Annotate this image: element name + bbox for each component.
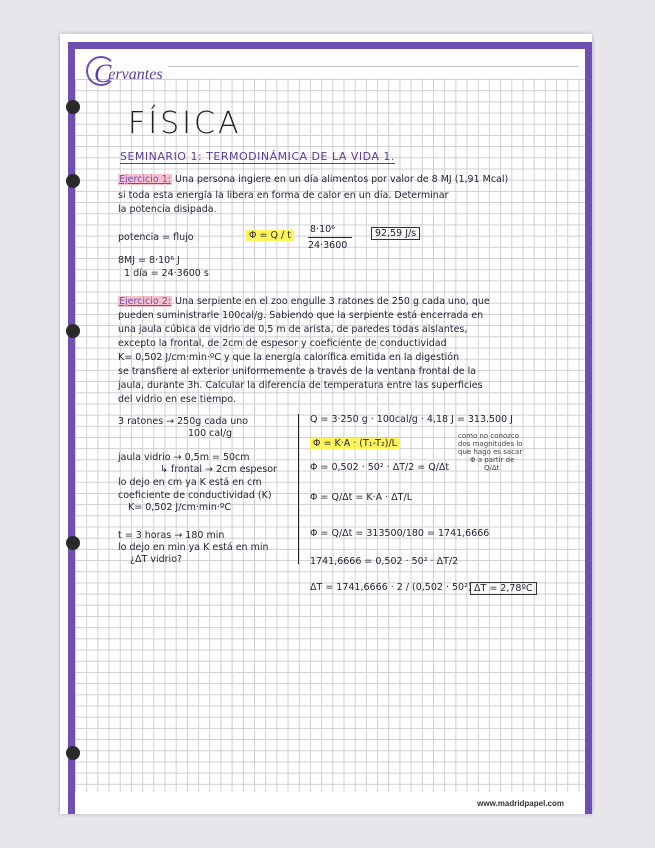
aside-note-1: como no conozco (458, 432, 520, 440)
ex1-line-1: Ejercicio 1: Una persona ingiere en un día alimentos por valor de 8 MJ (1,91 Mcal) (119, 174, 509, 185)
ex2-line-6: se transfiere al exterior uniformemente a través de la ventana frontal de la (118, 366, 477, 377)
ex1-label: Ejercicio 1: (119, 174, 171, 185)
ex1-calc-den: 24·3600 (308, 240, 348, 251)
aside-note-4: Φ a partir de (470, 456, 515, 464)
ex2-note-7: K= 0,502 J/cm·min·ºC (128, 502, 231, 513)
ex2-note-10: ¿ΔT vidrio? (130, 554, 183, 565)
ex2-note-5: lo dejo en cm ya K está en cm (118, 477, 262, 488)
ex2-note-9: lo dejo en min ya K está en min (118, 542, 269, 553)
ex1-note-2: 1 día = 24·3600 s (124, 268, 209, 279)
ex2-note-6: coeficiente de conductividad (K) (118, 490, 272, 501)
ex2-step-1: Q = 3·250 g · 100cal/g · 4,18 J = 313.500 J (310, 414, 513, 425)
ex2-note-3: jaula vidrio → 0,5m = 50cm (118, 452, 250, 463)
ex2-line-7: jaula, durante 3h. Calcular la diferencia de temperatura entre las superficies (118, 380, 483, 391)
notebook-page (60, 34, 592, 814)
hole-icon (66, 746, 80, 760)
ex2-line-8: del vidrio en ese tiempo. (118, 394, 236, 405)
ex1-formula: Φ = Q / t (246, 230, 294, 241)
ex2-line-4: excepto la frontal, de 2cm de espesor y coeficiente de conductividad (118, 338, 447, 349)
ex1-potencia: potencia = flujo (118, 232, 194, 243)
hole-icon (66, 536, 80, 550)
ex2-note-1: 3 ratones → 250g cada uno (118, 416, 249, 427)
seminar-heading: SEMINARIO 1: TERMODINÁMICA DE LA VIDA 1. (120, 150, 395, 163)
ex2-step-5: Φ = Q/Δt = 313500/180 = 1741,6666 (310, 528, 490, 539)
ex2-note-4: ↳ frontal → 2cm espesor (160, 464, 277, 475)
ex2-step-7: ΔT = 1741,6666 · 2 / (0,502 · 50²) (310, 582, 472, 593)
footer-url: www.madridpapel.com (477, 799, 564, 808)
ex2-line-1: Ejercicio 2: Una serpiente en el zoo engulle 3 ratones de 250 g cada uno, que (119, 296, 490, 307)
ex1-result: 92,59 J/s (371, 227, 420, 240)
ex2-line-2: pueden suministrarle 100cal/g. Sabiendo que la serpiente está encerrada en (118, 310, 484, 321)
hole-icon (66, 324, 80, 338)
ex2-label: Ejercicio 2: (119, 296, 171, 307)
aside-note-3: que hago es sacar (458, 448, 523, 456)
ex2-step-3: Φ = 0,502 · 50² · ΔT/2 = Q/Δt (310, 462, 450, 473)
hole-icon (66, 174, 80, 188)
ex1-calc-num: 8·10⁶ (310, 224, 335, 235)
ex1-line-3: la potencia disipada. (118, 204, 217, 215)
hole-icon (66, 100, 80, 114)
ex2-step-2: Φ = K·A · (T₁-T₂)/L (310, 438, 400, 449)
ex2-step-4: Φ = Q/Δt = K·A · ΔT/L (310, 492, 412, 503)
ex2-step-6: 1741,6666 = 0,502 · 50² · ΔT/2 (310, 556, 459, 567)
ex2-line-5: K= 0,502 J/cm·min·ºC y que la energía calorífica emitida en la digestión (118, 352, 460, 363)
column-divider (298, 414, 299, 564)
page-title: FÍSICA (128, 106, 242, 141)
ex1-note-1: 8MJ = 8·10⁶ J (118, 255, 180, 266)
header-line (168, 66, 578, 67)
aside-note-2: dos magnitudes lo (458, 440, 523, 448)
ex1-line-2: si toda esta energía la libera en forma de calor en un día. Determinar (118, 190, 449, 201)
fraction-bar (308, 237, 352, 238)
ex2-result: ΔT = 2,78ºC (470, 582, 537, 595)
brand-logo: Cervantes (94, 59, 163, 88)
ex2-line-3: una jaula cúbica de vidrio de 0,5 m de arista, de paredes todas aislantes, (118, 324, 468, 335)
aside-note-5: Q/Δt (484, 464, 500, 472)
ex2-note-8: t = 3 horas → 180 min (118, 530, 225, 541)
ex2-note-2: 100 cal/g (188, 428, 233, 439)
